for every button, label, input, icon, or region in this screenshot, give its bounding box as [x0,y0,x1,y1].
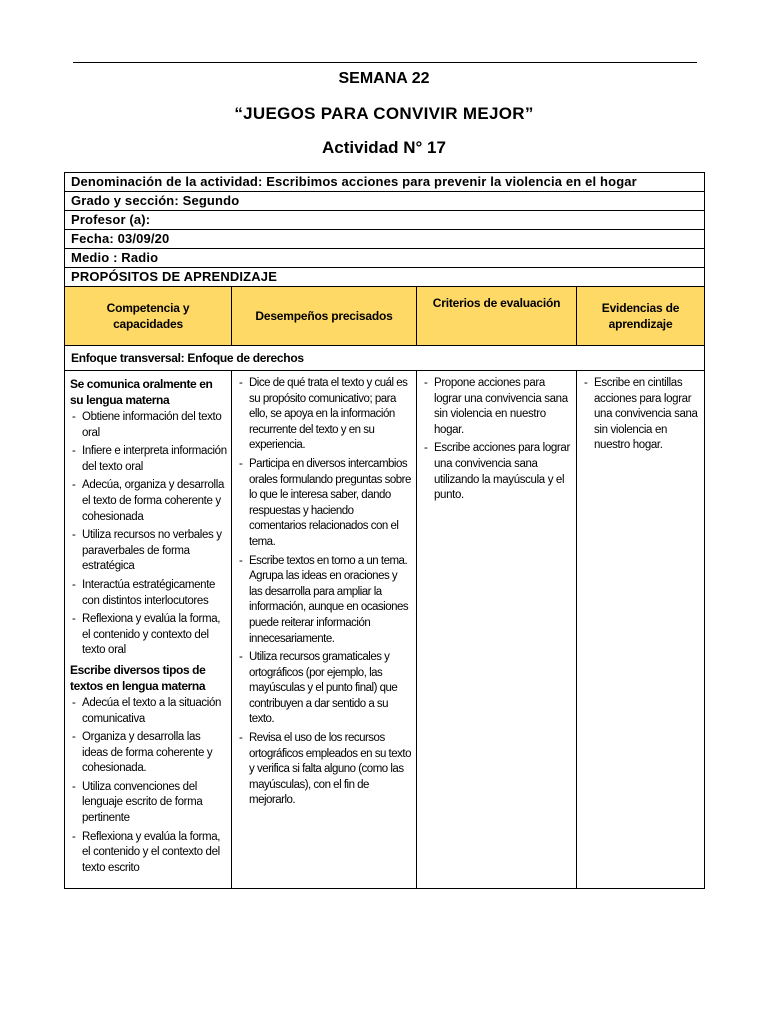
list-item: - Utiliza recursos gramaticales y ortográficos (por ejemplo, las mayúsculas y el punto final) que contribuyen a dar sentido a su texto. [237,650,412,728]
activity-table [64,172,705,889]
col-header-desempenos: Desempeños precisados [232,287,417,346]
profesor-row: Profesor (a): [65,211,705,230]
criterios-cell [417,371,577,889]
list-item: - Escribe textos en torno a un tema. Agrupa las ideas en oraciones y las desarrolla para ampliar la información, aunque en ocasiones puede reiterar información innecesariamente. [237,554,412,648]
list-item: - Infiere e interpreta información del texto oral [70,444,227,475]
list-item: - Adecúa el texto a la situación comunicativa [70,696,227,727]
list-item: - Adecúa, organiza y desarrolla el texto de forma coherente y cohesionada [70,478,227,525]
capacidades-list [70,696,227,877]
propositos-row: PROPÓSITOS DE APRENDIZAJE [65,268,705,287]
list-item: - Interactúa estratégicamente con distintos interlocutores [70,578,227,609]
evidencias-list [582,376,700,454]
col-header-evidencias: Evidencias de aprendizaje [577,287,705,346]
week-title: SEMANA 22 [338,70,430,87]
list-item: - Reflexiona y evalúa la forma, el contenido y el contexto del texto escrito [70,830,227,877]
evidencias-cell [577,371,705,889]
list-item: - Escribe acciones para lograr una convivencia sana utilizando la mayúscula y el punto. [422,441,572,503]
fecha-row: Fecha: 03/09/20 [65,230,705,249]
enfoque-row: Enfoque transversal: Enfoque de derechos [65,346,705,371]
list-item: - Organiza y desarrolla las ideas de forma coherente y cohesionada. [70,730,227,777]
list-item: - Utiliza recursos no verbales y paraverbales de forma estratégica [70,528,227,575]
activity-title: Actividad N° 17 [322,138,446,157]
medio-row: Medio : Radio [65,249,705,268]
capacidades-list [70,410,227,659]
desempenos-list [237,376,412,809]
competencia-cell [65,371,232,889]
list-item: - Utiliza convenciones del lenguaje escrito de forma pertinente [70,780,227,827]
desempenos-cell [232,371,417,889]
list-item: - Participa en diversos intercambios orales formulando preguntas sobre lo que le interesa saber, dando respuestas y haciendo comentarios relacionados con el tema. [237,457,412,551]
list-item: - Obtiene información del texto oral [70,410,227,441]
theme-title: “JUEGOS PARA CONVIVIR MEJOR” [234,104,534,123]
grado-row: Grado y sección: Segundo [65,192,705,211]
list-item: - Propone acciones para lograr una convivencia sana sin violencia en nuestro hogar. [422,376,572,438]
col-header-competencia: Competencia y capacidades [65,287,232,346]
criterios-list [422,376,572,504]
col-header-criterios: Criterios de evaluación [417,287,577,346]
denominacion-row: Denominación de la actividad: Escribimos acciones para prevenir la violencia en el hogar [65,173,705,192]
list-item: - Revisa el uso de los recursos ortográficos empleados en su texto y verifica si falta alguno (como las mayúsculas), con el fin de mejorarlo. [237,731,412,809]
competencia-title: Escribe diversos tipos de textos en lengua materna [70,662,206,693]
competencia-title: Se comunica oralmente en su lengua materna [70,377,213,407]
top-rule [73,62,697,63]
list-item: - Dice de qué trata el texto y cuál es su propósito comunicativo; para ello, se apoya en la información recurrente del texto y en su experiencia. [237,376,412,454]
list-item: - Reflexiona y evalúa la forma, el contenido y contexto del texto oral [70,612,227,659]
list-item: - Escribe en cintillas acciones para lograr una convivencia sana sin violencia en nuestro hogar. [582,376,700,454]
